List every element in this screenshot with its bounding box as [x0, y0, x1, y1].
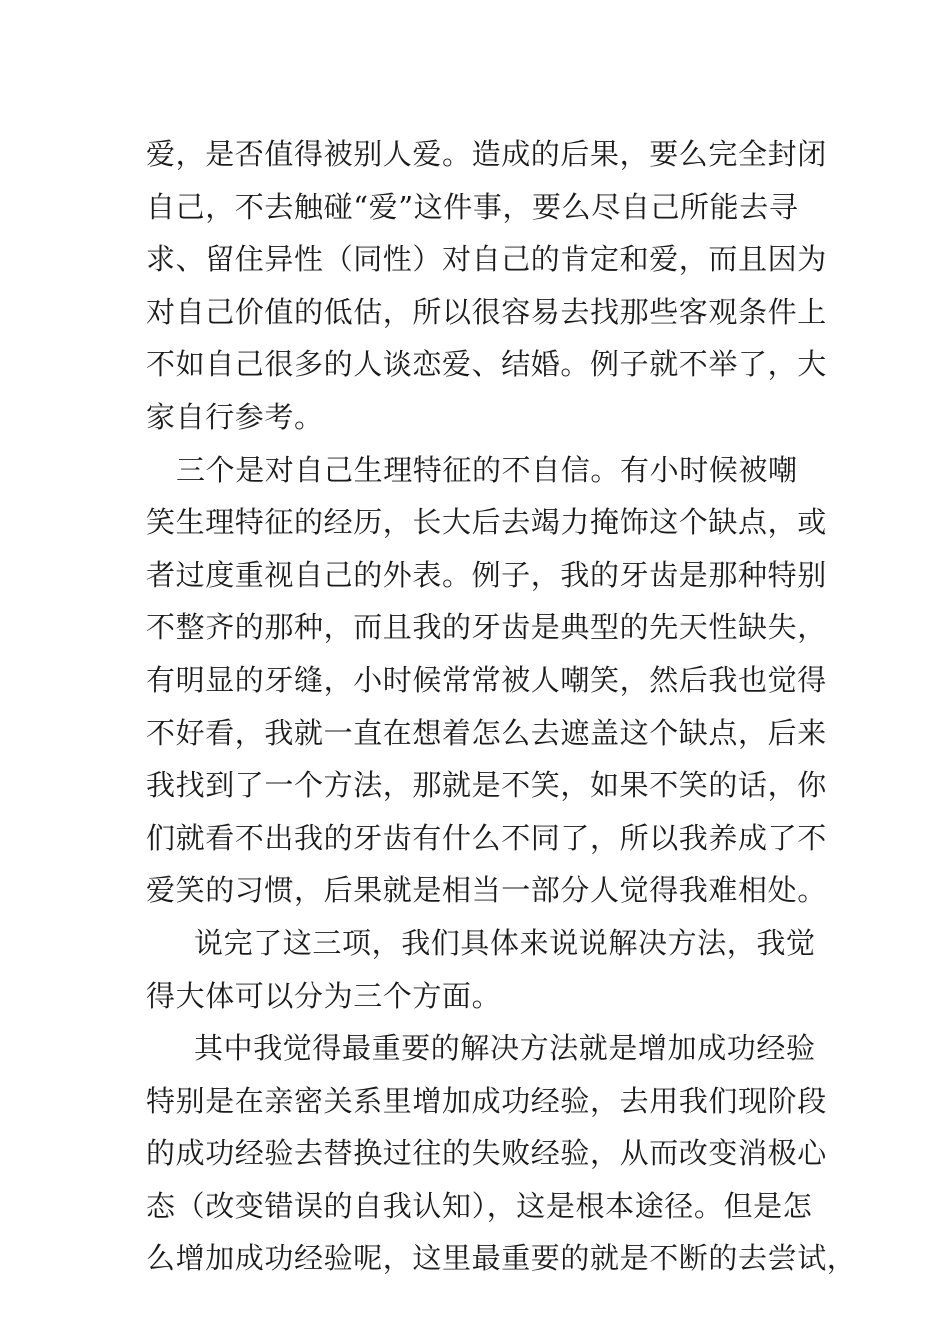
- text-line: 者过度重视自己的外表。例子，我的牙齿是那种特别: [146, 557, 827, 592]
- text-line: 的成功经验去替换过往的失败经验，从而改变消极心: [146, 1136, 827, 1171]
- text-line: 家自行参考。: [146, 399, 324, 434]
- text-line: 么增加成功经验呢，这里最重要的就是不断的去尝试，: [146, 1241, 857, 1276]
- text-line: 不整齐的那种，而且我的牙齿是典型的先天性缺失，: [146, 610, 827, 645]
- text-line: 求、留住异性（同性）对自己的肯定和爱，而且因为: [146, 242, 827, 277]
- text-line: 有明显的牙缝，小时候常常被人嘲笑，然后我也觉得: [146, 662, 827, 697]
- text-line: 不如自己很多的人谈恋爱、结婚。例子就不举了，大: [146, 347, 827, 382]
- body-text: [146, 128, 857, 1285]
- text-line: 说完了这三项，我们具体来说说解决方法，我觉: [194, 925, 816, 960]
- text-line: 得大体可以分为三个方面。: [146, 978, 502, 1013]
- text-line: 特别是在亲密关系里增加成功经验，去用我们现阶段: [146, 1083, 827, 1118]
- text-line: 态（改变错误的自我认知），这是根本途径。但是怎: [146, 1188, 813, 1223]
- text-line: 我找到了一个方法，那就是不笑，如果不笑的话，你: [146, 768, 827, 803]
- text-line: 们就看不出我的牙齿有什么不同了，所以我养成了不: [146, 820, 827, 855]
- text-line: 不好看，我就一直在想着怎么去遮盖这个缺点，后来: [146, 715, 827, 750]
- text-line: 三个是对自己生理特征的不自信。有小时候被嘲: [176, 452, 798, 487]
- text-line: 爱笑的习惯，后果就是相当一部分人觉得我难相处。: [146, 873, 827, 908]
- text-line: 其中我觉得最重要的解决方法就是增加成功经验: [194, 1031, 816, 1066]
- text-line: 笑生理特征的经历，长大后去竭力掩饰这个缺点，或: [146, 505, 827, 540]
- text-line: 对自己价值的低估，所以很容易去找那些客观条件上: [146, 294, 827, 329]
- text-line: 爱，是否值得被别人爱。造成的后果，要么完全封闭: [146, 137, 827, 171]
- text-line: 自己，不去触碰“爱”这件事，要么尽自己所能去寻: [146, 189, 799, 224]
